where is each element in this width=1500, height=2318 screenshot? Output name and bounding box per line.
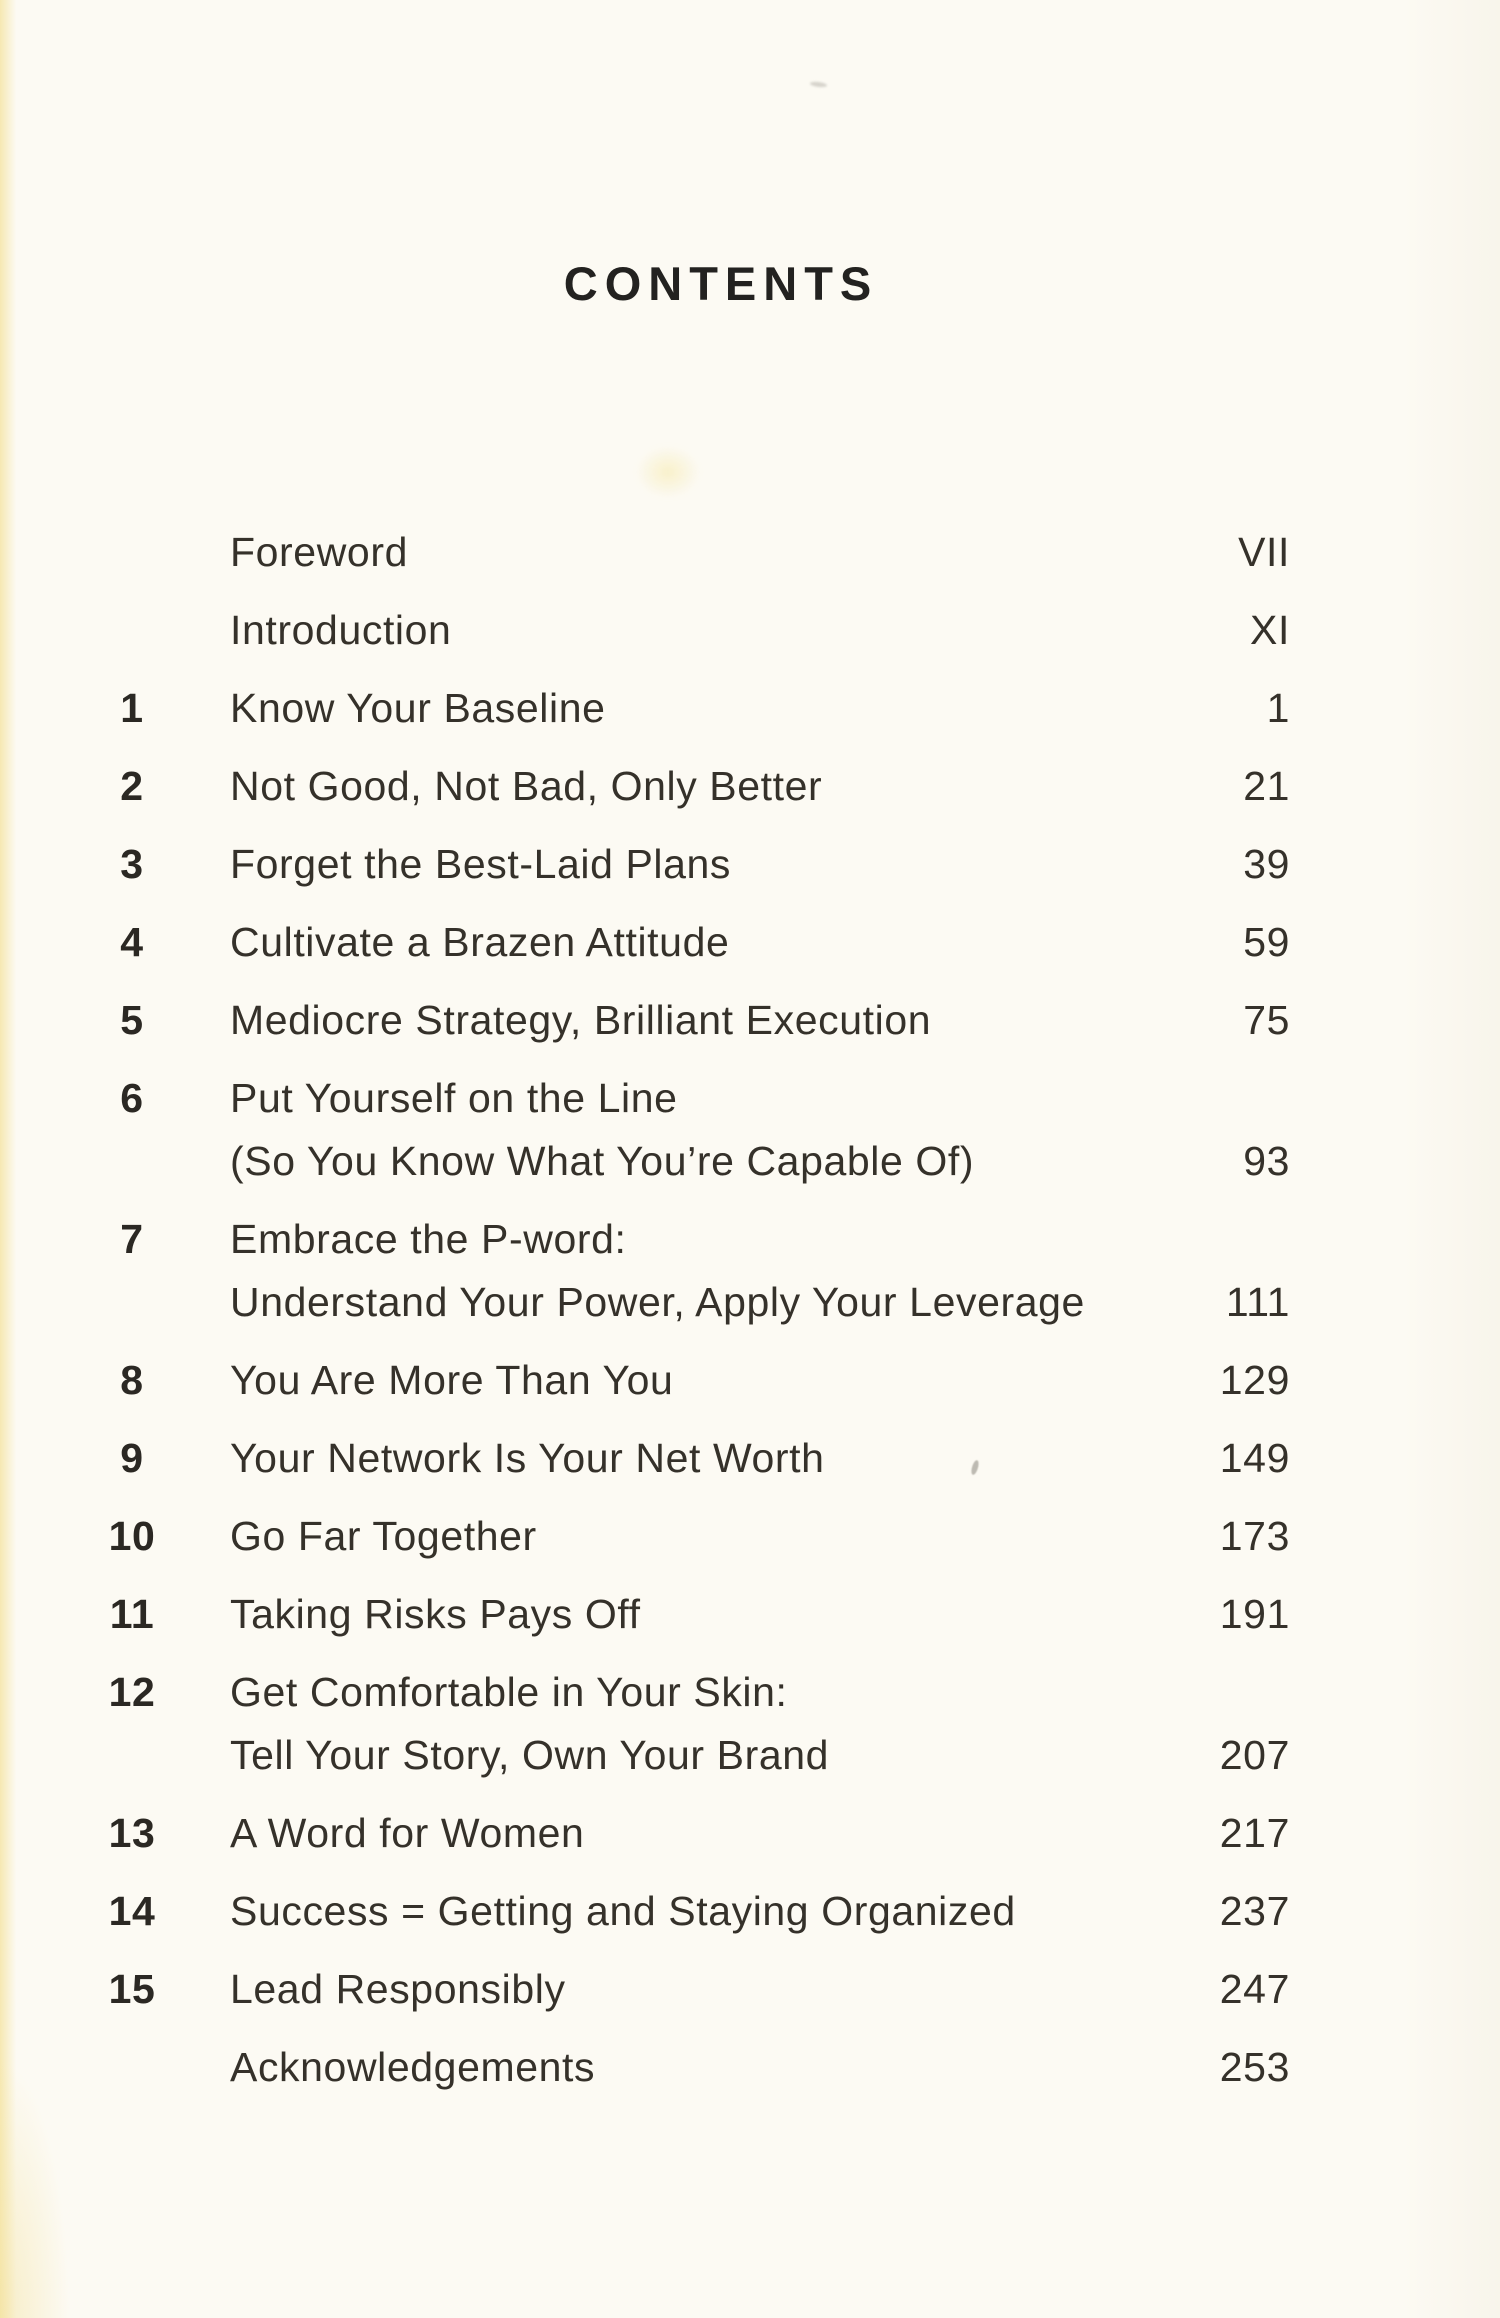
page-title: CONTENTS [563, 257, 879, 310]
chapter-number: 7 [120, 1216, 144, 1262]
chapter-number: 5 [120, 997, 144, 1043]
toc-entry-chapter-8 [106, 1357, 1290, 1403]
entry-title: Put Yourself on the Line [230, 1075, 678, 1121]
chapter-number: 9 [120, 1435, 144, 1481]
entry-title: Your Network Is Your Net Worth [230, 1435, 825, 1481]
toc-entry-foreword [106, 529, 1290, 575]
page-number: 173 [1219, 1513, 1290, 1559]
entry-title: You Are More Than You [230, 1357, 674, 1403]
chapter-number: 1 [120, 685, 144, 731]
page-number: 1 [1266, 685, 1290, 731]
chapter-number: 8 [120, 1357, 144, 1403]
toc-entry-chapter-13 [106, 1810, 1290, 1856]
page-number: 59 [1243, 919, 1290, 965]
entry-title: Success = Getting and Staying Organized [230, 1888, 1016, 1934]
page-number: 237 [1219, 1888, 1290, 1934]
page-number: 21 [1243, 763, 1290, 809]
page-number: 39 [1243, 841, 1290, 887]
toc-entry-chapter-10 [106, 1513, 1290, 1559]
page-number: 217 [1219, 1810, 1290, 1856]
page-number: 207 [1219, 1732, 1290, 1778]
chapter-number: 3 [120, 841, 144, 887]
chapter-number: 6 [120, 1075, 144, 1121]
toc-entry-acknowledgements [106, 2044, 1290, 2090]
page-number: 247 [1219, 1966, 1290, 2012]
toc-entry-chapter-5 [106, 997, 1290, 1043]
page-number: XI [1250, 607, 1290, 653]
entry-title: Embrace the P-word: [230, 1216, 627, 1262]
entry-subtitle: (So You Know What You’re Capable Of) [230, 1138, 975, 1184]
toc-entry-chapter-11 [106, 1591, 1290, 1637]
table-of-contents [106, 529, 1290, 2090]
chapter-number: 14 [108, 1888, 156, 1934]
chapter-number [106, 2047, 158, 2087]
page-corner-tint [0, 2058, 70, 2318]
entry-title: Lead Responsibly [230, 1966, 566, 2012]
entry-subtitle: Understand Your Power, Apply Your Leverage [230, 1279, 1085, 1325]
page-left-edge-tint [0, 0, 18, 2318]
toc-entry-chapter-2 [106, 763, 1290, 809]
chapter-number: 15 [108, 1966, 156, 2012]
chapter-number [106, 532, 158, 572]
chapter-number: 2 [120, 763, 144, 809]
toc-entry-chapter-9 [106, 1435, 1290, 1481]
toc-entry-chapter-4 [106, 919, 1290, 965]
entry-title: Know Your Baseline [230, 685, 606, 731]
toc-entry-chapter-3 [106, 841, 1290, 887]
entry-title: Taking Risks Pays Off [230, 1591, 641, 1637]
entry-title: Not Good, Not Bad, Only Better [230, 763, 823, 809]
toc-entry-chapter-12 [106, 1669, 1290, 1778]
chapter-number [106, 610, 158, 650]
entry-title: Get Comfortable in Your Skin: [230, 1669, 788, 1715]
toc-entry-chapter-14 [106, 1888, 1290, 1934]
toc-entry-chapter-6 [106, 1075, 1290, 1184]
toc-entry-chapter-15 [106, 1966, 1290, 2012]
entry-title: Go Far Together [230, 1513, 537, 1559]
page-number: 75 [1243, 997, 1290, 1043]
page-number: 253 [1219, 2044, 1290, 2090]
chapter-number: 4 [120, 919, 144, 965]
page-number: VII [1238, 529, 1290, 575]
toc-entry-introduction [106, 607, 1290, 653]
entry-title: Forget the Best-Laid Plans [230, 841, 732, 887]
page-right-shading [1380, 0, 1500, 2318]
page-number: 111 [1225, 1279, 1290, 1325]
entry-title: A Word for Women [230, 1810, 585, 1856]
scan-speck [810, 81, 827, 88]
chapter-number: 11 [109, 1591, 155, 1637]
page-number: 129 [1219, 1357, 1290, 1403]
page-number: 149 [1219, 1435, 1290, 1481]
entry-title: Introduction [230, 607, 452, 653]
chapter-number: 10 [108, 1513, 156, 1559]
entry-title: Cultivate a Brazen Attitude [230, 919, 730, 965]
toc-entry-chapter-1 [106, 685, 1290, 731]
entry-subtitle: Tell Your Story, Own Your Brand [230, 1732, 830, 1778]
entry-title: Acknowledgements [230, 2044, 596, 2090]
toc-entry-chapter-7 [106, 1216, 1290, 1325]
page-number: 93 [1243, 1138, 1290, 1184]
page-number: 191 [1219, 1591, 1290, 1637]
scan-smudge [636, 446, 700, 498]
entry-title: Foreword [230, 529, 408, 575]
chapter-number: 12 [108, 1669, 156, 1715]
entry-title: Mediocre Strategy, Brilliant Execution [230, 997, 932, 1043]
chapter-number: 13 [108, 1810, 156, 1856]
